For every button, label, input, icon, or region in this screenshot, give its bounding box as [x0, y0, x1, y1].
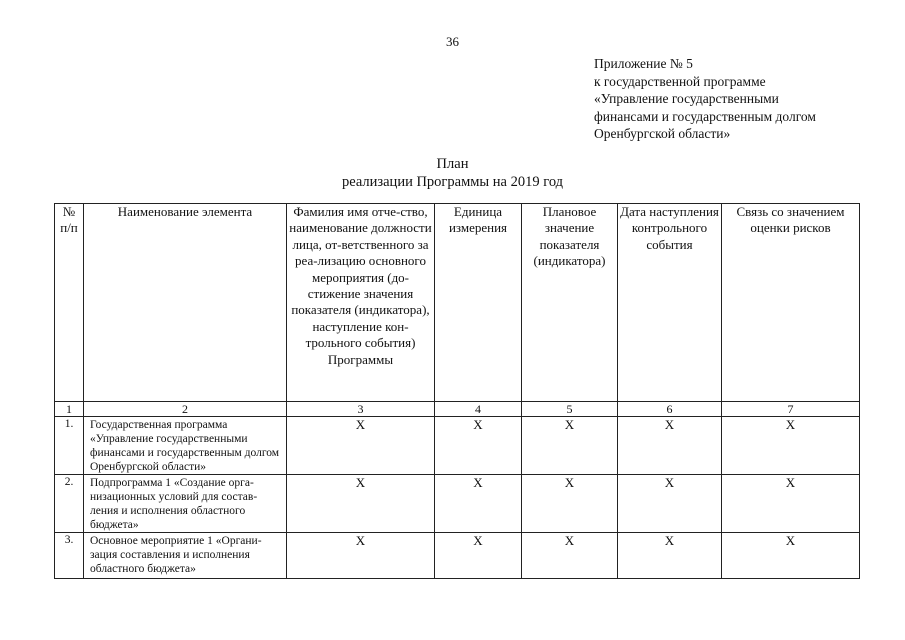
- appendix-line: финансами и государственным долгом: [594, 108, 816, 124]
- row-mark: Х: [722, 417, 860, 475]
- row-mark: Х: [618, 475, 722, 533]
- index-cell: 6: [618, 402, 722, 417]
- index-cell: 5: [522, 402, 618, 417]
- header-cell-event-date: Дата наступления контрольного события: [618, 204, 722, 402]
- row-mark: Х: [722, 533, 860, 579]
- table-row: [55, 417, 860, 475]
- header-cell-planned-value: Плановое значение показателя (индикатора): [522, 204, 618, 402]
- row-number: 3.: [55, 533, 84, 579]
- index-cell: 2: [84, 402, 287, 417]
- plan-table: [54, 203, 860, 579]
- row-mark: Х: [435, 475, 522, 533]
- table-row: [55, 533, 860, 579]
- header-cell-name: Наименование элемента: [84, 204, 287, 402]
- row-mark: Х: [522, 475, 618, 533]
- row-mark: Х: [287, 475, 435, 533]
- plan-title-line: План: [436, 156, 469, 172]
- appendix-line: «Управление государственными: [594, 91, 779, 106]
- header-cell-unit: Единица измерения: [435, 204, 522, 402]
- row-mark: Х: [618, 533, 722, 579]
- appendix-line: Оренбургской области»: [594, 126, 731, 141]
- row-mark: Х: [522, 417, 618, 475]
- header-cell-number: № п/п: [55, 204, 84, 402]
- index-cell: 4: [435, 402, 522, 417]
- row-mark: Х: [435, 533, 522, 579]
- row-mark: Х: [722, 475, 860, 533]
- table-index-row: [55, 402, 860, 417]
- index-cell: 7: [722, 402, 860, 417]
- row-name: Государственная программа «Управление государственными финансами и государственным долгом Оренбургской области»: [84, 417, 287, 475]
- index-cell: 1: [55, 402, 84, 417]
- row-mark: Х: [287, 533, 435, 579]
- appendix-line: Приложение № 5: [594, 56, 693, 71]
- plan-title-line: реализации Программы на 2019 год: [341, 174, 564, 190]
- header-cell-responsible: Фамилия имя отче-ство, наименование должности лица, от-ветственного за реа-лизацию основного мероприятия (до-стижение значения показателя (индикатора), наступление кон-трольного события) Программы: [287, 204, 435, 402]
- plan-title: [0, 155, 905, 191]
- index-cell: 3: [287, 402, 435, 417]
- row-mark: Х: [287, 417, 435, 475]
- row-name: Основное мероприятие 1 «Органи-зация составления и исполнения областного бюджета»: [84, 533, 287, 579]
- row-number: 1.: [55, 417, 84, 475]
- table-header-row: [55, 204, 860, 402]
- row-name: Подпрограмма 1 «Создание орга-низационных условий для состав-ления и исполнения областного бюджета»: [84, 475, 287, 533]
- row-mark: Х: [522, 533, 618, 579]
- table-row: [55, 475, 860, 533]
- appendix-block: [594, 55, 884, 143]
- row-number: 2.: [55, 475, 84, 533]
- appendix-line: к государственной программе: [594, 73, 766, 89]
- row-mark: Х: [435, 417, 522, 475]
- header-cell-risk-link: Связь со значением оценки рисков: [722, 204, 860, 402]
- page-number: 36: [446, 34, 459, 49]
- row-mark: Х: [618, 417, 722, 475]
